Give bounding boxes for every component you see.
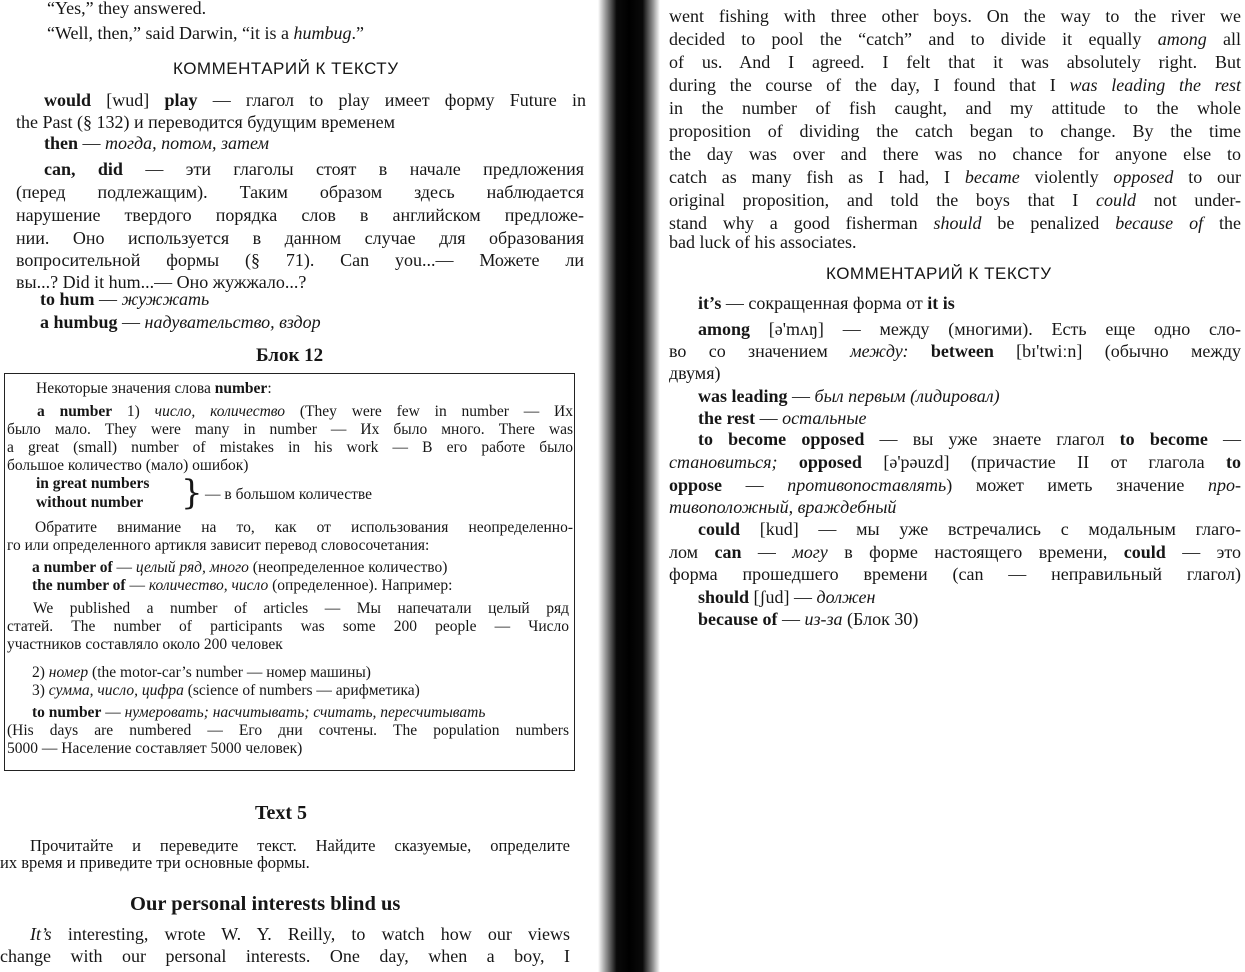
comment-entry-would: [16, 89, 586, 111]
box-translation: нумеровать; насчитывать; считать, пересчитывать: [124, 704, 486, 721]
entry-text: [ə'pəuzd] (причастие II от глагола: [861, 452, 1226, 472]
entry-translation: про-: [1208, 475, 1242, 495]
story-emphasis: among: [1157, 29, 1207, 49]
entry-translation: между:: [850, 341, 909, 361]
story-text: original proposition, and told the boys that I: [669, 190, 1096, 210]
box-meaning-3: [32, 682, 420, 700]
entry-text: — сокращенная форма от: [721, 293, 928, 313]
box-text: (the motor-car’s number — номер машины): [88, 664, 371, 681]
story-line: [47, 22, 364, 44]
story-text: be penalized: [981, 213, 1116, 233]
entry-text: — эти глаголы стоят в начале предложения: [122, 159, 584, 179]
story-emphasis: should: [933, 213, 982, 233]
comment-line: [669, 474, 1241, 496]
story-line: [669, 143, 1241, 165]
entry-translation: надувательство, вздор: [144, 312, 321, 332]
box-translation: число, количество: [154, 403, 286, 420]
comment-line: двумя): [669, 363, 721, 383]
entry-translation: тивоположный, враждебный: [669, 497, 897, 517]
story-line: “Yes,” they answered.: [47, 0, 207, 18]
right-page: [660, 0, 1245, 972]
box-intro: [36, 380, 272, 398]
entry-term: was leading: [698, 386, 788, 406]
box-text: —: [125, 577, 149, 594]
quote-text: “Well, then,” said Darwin, “it is a humbug.”: [47, 23, 364, 43]
entry-term: among: [698, 319, 751, 339]
box-line: Обратите внимание на то, как от использования неопределенно-: [35, 519, 573, 536]
block-title: Блок 12: [256, 345, 324, 366]
story-emphasis: was leading the rest: [1069, 75, 1241, 95]
task-line: их время и приведите три основные формы.: [0, 853, 310, 872]
box-text: (science of numbers — арифметика): [183, 682, 420, 699]
comment-line: [669, 340, 1241, 362]
box-line: участников составляло около 200 человек: [7, 636, 283, 653]
box-line: We published a number of articles — Мы напечатали целый ряд: [33, 600, 569, 617]
box-line: большое количество (мало) ошибок): [7, 457, 249, 474]
comment-entry-then: [44, 132, 269, 154]
story-title: Our personal interests blind us: [130, 893, 401, 915]
entry-term: it’s: [698, 293, 722, 313]
story-text: the day was over and there was no chance for anyone else to: [669, 144, 1241, 164]
box-term: to number: [32, 704, 102, 721]
comment-entry-rest: [698, 407, 867, 429]
box-meaning-1: [7, 403, 573, 421]
entry-term: could: [1123, 542, 1166, 562]
box-phrase: without number: [36, 494, 144, 511]
entry-translation: был первым (лидировал): [814, 386, 1000, 406]
entry-translation: остальные: [782, 408, 867, 428]
story-line: [669, 51, 1241, 73]
entry-dash: —: [755, 408, 783, 428]
box-a-number-of: [32, 559, 447, 577]
box-translation: целый ряд, много: [135, 559, 249, 576]
entry-translation: жужжать: [121, 289, 210, 309]
box-line: статей. The number of participants was some 200 people — Число: [7, 618, 569, 635]
entry-dash: —: [741, 542, 793, 562]
entry-translation: становиться;: [669, 452, 778, 472]
entry-translation: могу: [792, 542, 828, 562]
story-line: [669, 120, 1241, 142]
comment-entry-because: [698, 608, 918, 630]
entry-text: [ə'mʌŋ] — между (многими). Есть еще одно сло-: [750, 319, 1241, 339]
box-text: —: [112, 559, 136, 576]
text-title: Text 5: [255, 802, 308, 824]
entry-text: [ʃud] —: [749, 587, 817, 607]
box-verb: [32, 704, 485, 722]
entry-translation: противопоставлять: [787, 475, 947, 495]
entry-pron: [wud]: [91, 90, 165, 110]
comment-entry-among: [669, 318, 1241, 340]
comment-entry-could: [669, 518, 1241, 540]
story-text: in the number of fish caught, and my attitude to the whole: [669, 98, 1241, 118]
comment-line: [669, 496, 896, 518]
story-line: [669, 74, 1241, 96]
box-text: —: [101, 704, 125, 721]
entry-term: would: [44, 90, 92, 110]
entry-term: to hum: [40, 289, 95, 309]
entry-text: в форме настоящего времени,: [827, 542, 1124, 562]
entry-term: a humbug: [40, 312, 118, 332]
entry-text: [778, 452, 799, 472]
box-term: the number of: [32, 577, 126, 594]
entry-term: to become opposed: [698, 429, 865, 449]
vocabulary-box: [4, 373, 575, 771]
box-phrase: in great numbers: [36, 475, 150, 492]
story-text: not under-: [1136, 190, 1241, 210]
story-text: catch as many fish as I had, I: [669, 167, 965, 187]
comment-line: нии. Оно используется в данном случае для образования: [16, 228, 584, 248]
entry-term: to: [1226, 452, 1241, 472]
entry-dash: —: [78, 133, 106, 153]
box-text: 2): [32, 664, 49, 681]
task-line: Прочитайте и переведите текст. Найдите сказуемые, определите: [30, 836, 570, 855]
story-text: of us. And I agreed. I felt that it was absolutely right. But: [669, 52, 1241, 72]
box-translation: номер: [48, 664, 89, 681]
box-line: (His days are numbered — Его дни сочтены. The population numbers: [7, 722, 569, 739]
story-line: [669, 5, 1241, 27]
entry-translation: тогда, потом, затем: [105, 133, 269, 153]
entry-term: opposed: [798, 452, 862, 472]
entry-term: the rest: [698, 408, 756, 428]
box-text: 3): [32, 682, 49, 699]
story-line: [669, 97, 1241, 119]
entry-dash: —: [117, 312, 145, 332]
box-translation: сумма, число, цифра: [48, 682, 184, 699]
entry-text: [kud] — мы уже встречались с модальным глаго-: [740, 519, 1241, 539]
box-translation: количество, число: [148, 577, 269, 594]
story-line: bad luck of his associates.: [669, 232, 857, 252]
story-text: went fishing with three other boys. On the way to the river we: [669, 6, 1241, 26]
entry-term: because of: [698, 609, 778, 629]
comment-line: форма прошедшего времени (can — неправильный глагол): [669, 564, 1241, 584]
story-emphasis: became: [964, 167, 1020, 187]
comment-entry-leading: [698, 385, 1000, 407]
story-text: violently: [1019, 167, 1114, 187]
story-line: [669, 28, 1241, 50]
entry-text: — вы уже знаете глагол: [864, 429, 1120, 449]
story-line: [669, 166, 1241, 188]
entry-text: (Блок 30): [842, 609, 919, 629]
entry-text: [bɪ'twiːn] (обычно между: [993, 341, 1241, 361]
entry-translation: из-за: [804, 609, 843, 629]
entry-term: to become: [1119, 429, 1208, 449]
box-line: го или определенного артикля зависит перевод словосочетания:: [7, 537, 430, 554]
entry-text: — глагол to play имеет форму Future in: [197, 90, 586, 110]
entry-term: play: [164, 90, 198, 110]
entry-term: can: [714, 542, 742, 562]
comment-heading: КОММЕНТАРИЙ К ТЕКСТУ: [173, 59, 399, 78]
comment-entry-would-cont: the Past (§ 132) и переводится будущим временем: [16, 112, 395, 132]
box-line: a great (small) number of mistakes in his work — В его работе было: [7, 439, 573, 456]
comment-entry-opposed: [669, 428, 1241, 450]
story-emphasis: opposed: [1113, 167, 1174, 187]
comment-line: [669, 451, 1241, 473]
comment-line: нарушение твердого порядка слов в английском предложе-: [16, 205, 584, 225]
comment-line: вопросительной формы (§ 71). Can you...— Можете ли: [16, 250, 584, 270]
entry-translation: должен: [816, 587, 876, 607]
entry-text: ) может иметь значение: [946, 475, 1209, 495]
comment-entry-humbug: [40, 311, 321, 333]
entry-term: it is: [927, 293, 955, 313]
brace-glyph: }: [181, 473, 203, 513]
entry-term: then: [44, 133, 79, 153]
story-line: [669, 189, 1241, 211]
box-phrase-translation: — в большом количестве: [205, 486, 373, 503]
entry-text: лом: [669, 542, 715, 562]
box-term: a number of: [32, 559, 113, 576]
story-text: to our: [1173, 167, 1241, 187]
entry-dash: —: [94, 289, 122, 309]
story-text: the: [1203, 213, 1241, 233]
story-text: all: [1206, 29, 1241, 49]
story-line: change with our personal interests. One day, when a boy, I: [0, 946, 570, 966]
story-text: decided to pool the “catch” and to divide it equally: [669, 29, 1158, 49]
comment-entry-hum: [40, 288, 209, 310]
left-page: [0, 0, 598, 972]
entry-term: between: [930, 341, 994, 361]
comment-entry-can: [16, 158, 584, 180]
book-gutter: [598, 0, 660, 972]
entry-term: can, did: [44, 159, 123, 179]
box-line: 5000 — Население составляет 5000 человек): [7, 740, 303, 757]
entry-text: [909, 341, 931, 361]
story-text: during the course of the day, I found that I: [669, 75, 1070, 95]
story-emphasis: could: [1096, 190, 1136, 210]
story-text: interesting, wrote W. Y. Reilly, to watch how our views: [51, 924, 570, 944]
story-emphasis: It’s: [30, 924, 52, 944]
comment-line: вы...? Did it hum...— Оно жужжало...?: [16, 272, 307, 292]
entry-text: во со значением: [669, 341, 851, 361]
box-line: было мало. They were many in number — Их было много. There was: [7, 421, 573, 438]
comment-entry-its: [698, 292, 955, 314]
comment-line: [669, 541, 1241, 563]
entry-dash: —: [722, 475, 788, 495]
story-text: proposition of dividing the catch began to change. By the time: [669, 121, 1241, 141]
box-text: (They were few in number — Их: [285, 403, 573, 420]
story-emphasis: because of: [1115, 213, 1204, 233]
entry-term: should: [698, 587, 750, 607]
box-meaning-2: [32, 664, 371, 682]
comment-heading: КОММЕНТАРИЙ К ТЕКСТУ: [826, 264, 1052, 283]
box-term: a number: [37, 403, 113, 420]
story-text: stand why a good fisherman: [669, 213, 934, 233]
story-emphasis: humbug: [293, 23, 352, 43]
entry-term: oppose: [669, 475, 723, 495]
box-the-number-of: [32, 577, 452, 595]
story-line: [0, 923, 570, 945]
box-text: :: [267, 380, 272, 397]
entry-dash: —: [777, 609, 805, 629]
entry-dash: —: [787, 386, 815, 406]
entry-term: could: [698, 519, 741, 539]
box-text: Некоторые значения слова: [36, 380, 215, 397]
comment-line: (перед подлежащим). Таким образом здесь наблюдается: [16, 182, 584, 202]
entry-dash: —: [1207, 429, 1242, 449]
box-term: number: [214, 380, 268, 397]
comment-entry-should: [698, 586, 875, 608]
box-text: 1): [112, 403, 155, 420]
entry-text: — это: [1165, 542, 1241, 562]
box-text: (определенное). Например:: [268, 577, 453, 594]
box-text: (неопределенное количество): [248, 559, 448, 576]
